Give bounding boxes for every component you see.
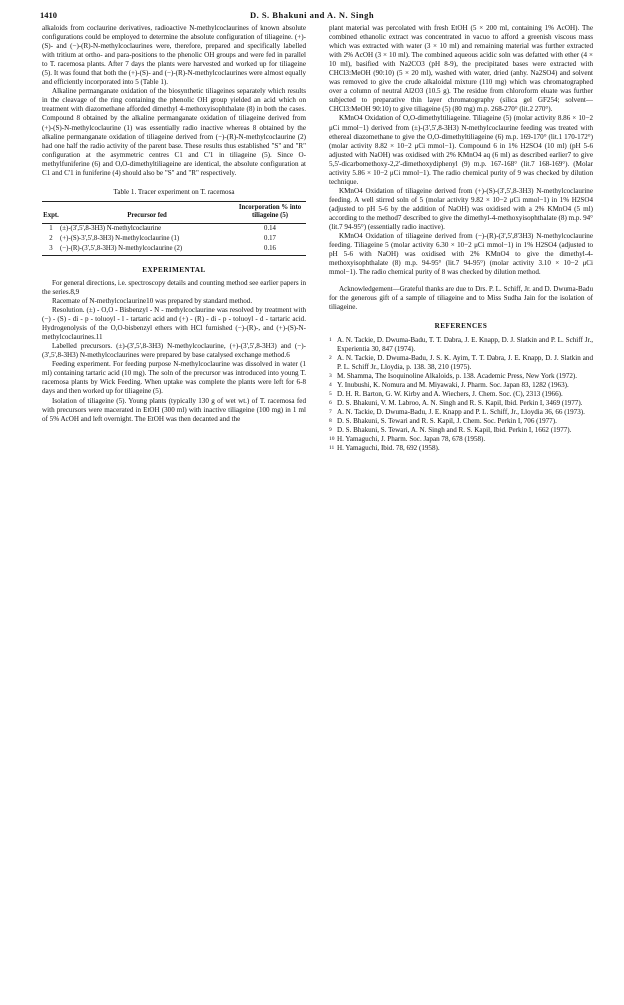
- right-column: [329, 24, 593, 453]
- table-row: [42, 223, 306, 234]
- cell-expt: 2: [49, 235, 53, 243]
- cell-precursor: (−)-(R)-(3',5',8-3H3) N-methylcoclaurine (2): [60, 244, 234, 255]
- reference-item: 3 M. Shamma, The Isoquinoline Alkaloids, p. 138. Academic Press, New York (1972).: [329, 371, 578, 380]
- experimental-heading: EXPERIMENTAL: [142, 265, 206, 274]
- experimental-paragraph: Racemate of N-methylcoclaurine10 was prepared by standard method.: [52, 297, 253, 306]
- body-paragraph: KMnO4 Oxidation of tiliageine derived from (−)-(R)-(3',5',8'3H3) N-methylcoclaurine feeding. Tiliageine 5 (molar activity 6.30 × 10−2 μCi mmol−1) in 1% H2SO4 (adjusted to pH 5-6 with NaOH) was oxidised with 2% KMnO4 to give the dimethyl-4-methoxyisophthalate (8) m.p. 94-95° (lit.7 94-95°) (molar activity 3.10 × 10−2 μCi mmol−1). The radio chemical purity of 8 was checked by dilution method.: [329, 232, 593, 277]
- experimental-paragraph: Feeding experiment. For feeding purpose N-methylcoclaurine was dissolved in water (1 ml) containing tartaric acid (10 mg). The soln of the precursor was introduced into young T. racemosa plants by Wick Feeding. When uptake was complete the plants were left for 6-8 days and then worked up for tiliageine (5).: [42, 360, 306, 396]
- body-paragraph: Alkaline permanganate oxidation of the biosynthetic tiliageines separately which results in the cleavage of the ring containing the phenolic OH group yielded an acid which on treatment with diazomethane afforded dimethyl 4-methoxyisophthalate (8) in both the cases. Compound 8 obtained by the alkaline permanganate oxidation of tiliageine derived from (+)-(S)-N-methylcoclaurine (1) was essentially radio inactive whereas 8 obtained by the alkaline permanganate oxidation of tiliageine derived from (−)-(R)-N-methylcoclaurine (2) had one half the radio activity of the parent base. These results thus established "S" and "R" configuration at the asymmetric centres C1 and C'1 in tiliageine (5). Since O-methylfuniferine (6) and O,O-dimethyltiliageine are identical, the absolute configuration at C1 and C'1 in funiferine (4) should also be "S" and "R" respectively.: [42, 87, 306, 177]
- experimental-paragraph: Isolation of tiliageine (5). Young plants (typically 130 g of wet wt.) of T. racemosa fed with precursors were macerated in EtOH (300 ml) with inactive tiliageine (100 mg) in 1 ml of 5% AcOH and left overnight. The EtOH was then decanted and the: [42, 396, 306, 423]
- body-paragraph: KMnO4 Oxidation of O,O-dimethyltiliageine. Tiliageine (5) (molar activity 8.86 × 10−2 μCi mmol−1) derived from (±)-(3',5',8-3H3) N-methylcoclaurine feeding was treated with ethereal diazomethane to give the O,O-dimethyltiliageine (6) m.p. 169-170° (lit.1 170-172°) (molar activity 8.82 × 10−2 μCi mmol−1). Compound 6 in 1% H2SO4 (10 ml) (pH 5-6 adjusted with NaOH) was oxidised with 2% KMnO4 aq (6 ml) as described earlier7 to give 5,5'-dicarbomethoxy-2,2'-dimethoxydiphenyl (9) m.p. 167-168° (lit.7 168-169°). (Molar activity 5.86 × 10−2 μCi mmol−1). The radio chemical purity of 9 was checked by dilution technique.: [329, 114, 593, 186]
- cell-precursor: (±)-(3',5',8-3H3) N-methylcoclaurine: [60, 224, 162, 232]
- experimental-paragraph: Resolution. (±) - O,O - Bisbenzyl - N - methylcoclaurine was resolved by treatment with (−) - (S) - di - p - toluoyl - l - tartaric acid and (+) - (R) - di - p - toluoyl - d - tartaric acid. Hydrogenolysis of the O,O-bisbenzyl ethers with HCl furnished (−)-(R)-, and (+)-(S)-N-methylcoclaurines.11: [42, 306, 306, 342]
- body-paragraph: alkaloids from coclaurine derivatives, radioactive N-methylcoclaurines of known absolute configurations could be employed to determine the absolute configuration of tiliageine. (+)-(S)- and (−)-(R)-N-methylcoclaurines were, therefore, prepared and specifically labelled with tritium at ortho- and para-positions to the phenolic OH groups and were fed in parallel to T. racemosa plants. After 7 days the plants were harvested and worked up for tiliageine (5). It was found that both the (+)-(S)- and (−)-(R)-N-methylcoclaurines were almost equally and efficiently incorporated into 5 (Table 1).: [42, 24, 306, 87]
- running-authors: D. S. Bhakuni and A. N. Singh: [249, 10, 375, 20]
- table-row: [42, 244, 306, 255]
- page-header: [40, 10, 584, 20]
- references-heading: REFERENCES: [434, 322, 488, 331]
- experimental-paragraph: Labelled precursors. (±)-(3',5',8-3H3) N-methylcoclaurine, (+)-(3',5',8-3H3) and (−)-(3',5',8-3H3) N-methylcoclaurines were prepared by base catalysed exchange method.6: [42, 342, 306, 360]
- reference-item: 10 H. Yamaguchi, J. Pharm. Soc. Japan 78, 678 (1958).: [329, 435, 486, 444]
- page-number: 1410: [40, 10, 57, 20]
- header-expt: Expt.: [42, 201, 60, 223]
- cell-incorporation: 0.16: [234, 244, 306, 255]
- reference-item: 9 D. S. Bhakuni, S. Tewari, A. N. Singh and R. S. Kapil, Ibid. Perkin I, 1662 (1977).: [329, 425, 572, 434]
- experimental-paragraph: For general directions, i.e. spectroscopy details and counting method see earlier papers in the series.8,9: [42, 278, 306, 296]
- cell-precursor: (+)-(S)-3',5',8-3H3) N-methylcoclaurine (1): [60, 235, 180, 243]
- reference-item: 2 A. N. Tackie, D. Dwuma-Badu, J. S. K. Ayim, T. T. Dabra, J. E. Knapp, D. J. Slatkin and P. L. Schiff Jr., Lloydia, p. 138. 38, 210 (1975).: [329, 353, 593, 371]
- cell-incorporation: 0.17: [264, 235, 276, 243]
- reference-item: 4 Y. Inubushi, K. Nomura and M. Miyawaki, J. Pharm. Soc. Japan 83, 1282 (1963).: [329, 380, 569, 389]
- table-title: Table 1. Tracer experiment on T. racemosa: [113, 187, 235, 196]
- table-1: [42, 188, 306, 256]
- reference-item: 6 D. S. Bhakuni, V. M. Labroo, A. N. Singh and R. S. Kapil, Ibid. Perkin I, 3469 (1977).: [329, 398, 583, 407]
- reference-item: 8 D. S. Bhakuni, S. Tewari and R. S. Kapil, J. Chem. Soc. Perkin I, 706 (1977).: [329, 416, 557, 425]
- header-precursor: Precursor fed: [60, 201, 234, 223]
- cell-incorporation: 0.14: [264, 224, 276, 232]
- cell-expt: 3: [42, 244, 60, 255]
- reference-item: 7 A. N. Tackie, D. Dwuma-Badu, J. E. Knapp and P. L. Schiff, Jr., Lloydia 36, 66 (1973).: [329, 407, 585, 416]
- acknowledgement: Acknowledgement—Grateful thanks are due to Drs. P. L. Schiff, Jr. and D. Dwuma-Badu for the generous gift of a sample of tiliageine and to Miss Sudha Jain for the isolation of tiliageine.: [329, 285, 594, 312]
- body-paragraph: plant material was percolated with fresh EtOH (5 × 200 ml, containing 1% AcOH). The combined ethanolic extract was concentrated in vacuo to afford a greenish viscous mass which was extracted with water (3 × 10 ml) and remaining material was further extracted with 2% AcOH (3 × 10 ml). The combined aqueous acidic soln was defatted with ether (4 × 10 ml), basified with Na2CO3 (pH 8-9), the precipitated bases were extracted with CHCl3:MeOH (90:10) (5 × 20 ml), washed with water, dried (anhy. Na2SO4) and solvent was removed to give the crude alkaloidal mixture (110 mg) which was chromatographed over a column of neutral Al2O3 (10.5 g). The residue from chloroform eluate was further subjected to preparative thin layer chromatography (silica gel GF254; solvent—CHCl3:MeOH 90:10) to give tiliageine (5) (80 mg) m.p. 268-270° (lit.2 270°).: [329, 24, 593, 114]
- cell-expt: 1: [49, 224, 53, 232]
- table-header-row: [42, 201, 306, 223]
- reference-item: 5 D. H. R. Barton, G. W. Kirby and A. Wiechers, J. Chem. Soc. (C), 2313 (1966).: [329, 389, 563, 398]
- header-incorporation: Incorporation % into tiliageine (5): [234, 201, 306, 223]
- table-row: [42, 234, 306, 244]
- reference-item: 1 A. N. Tackie, D. Dwuma-Badu, T. T. Dabra, J. E. Knapp, D. J. Slatkin and P. L. Schiff Jr., Experientia 30, 847 (1974).: [329, 335, 593, 353]
- left-column: [42, 24, 306, 424]
- body-paragraph: KMnO4 Oxidation of tiliageine derived from (+)-(S)-(3',5',8-3H3) N-methylcoclaurine feeding. A well stirred soln of 5 (molar activity 9.82 × 10−2 μCi mmol−1) in 1% H2SO4 (adjusted to pH 5-6 by the addition of NaOH) was oxidised with a 2% KMnO4 (5 ml) according to the method7 described to give the dimethyl-4-methoxyisophthalate (8) m.p. 94° (lit.7 94-95°) (essentially radio inactive).: [329, 186, 593, 232]
- tracer-table: [42, 201, 306, 256]
- reference-list: [329, 336, 593, 454]
- reference-item: 11 H. Yamaguchi, Ibid. 78, 692 (1958).: [329, 444, 440, 453]
